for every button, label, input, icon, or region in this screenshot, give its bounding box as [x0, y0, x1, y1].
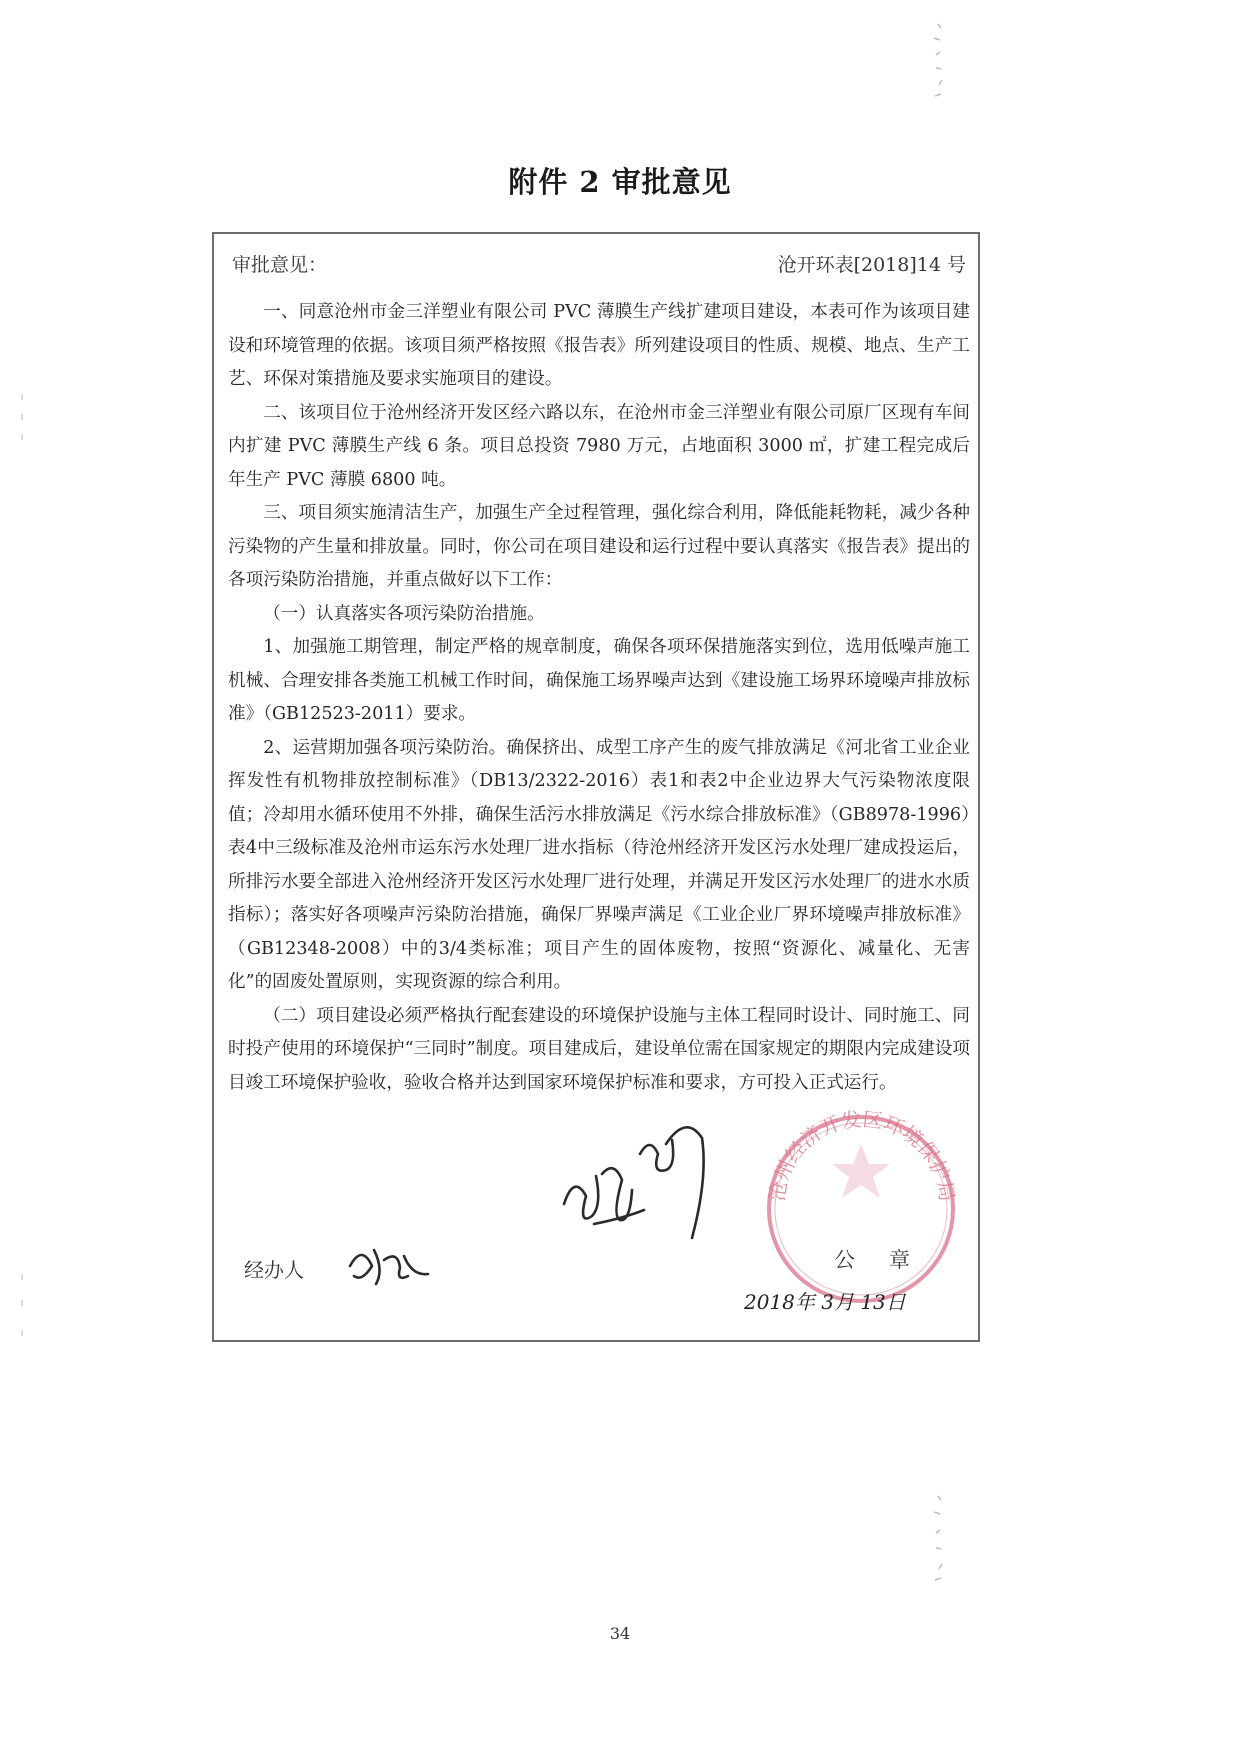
handler-label: 经办人: [244, 1258, 304, 1282]
document-number: 沧开环表[2018]14 号: [777, 254, 966, 276]
handler-signature: [344, 1236, 434, 1292]
paragraph-construction: 1、加强施工期管理，制定严格的规章制度，确保各项环保措施落实到位，选用低噪声施工机械、合理安排各类施工机械工作时间，确保施工场界噪声达到《建设施工场界环境噪声排放标准》（GB12523-2011）要求。: [228, 637, 970, 724]
official-stamp: [756, 1104, 966, 1314]
opinion-label: 审批意见：: [232, 254, 328, 276]
paragraph-approval: 一、同意沧州市金三洋塑业有限公司 PVC 薄膜生产线扩建项目建设，本表可作为该项目建设和环境管理的依据。该项目须严格按照《报告表》所列建设项目的性质、规模、地点、生产工艺、环保对策措施及要求实施项目的建设。: [228, 302, 970, 389]
stamp-label: 公章: [834, 1248, 944, 1272]
paragraph-requirements: 三、项目须实施清洁生产，加强生产全过程管理，强化综合利用，降低能耗物耗，减少各种污染物的产生量和排放量。同时，你公司在项目建设和运行过程中要认真落实《报告表》提出的各项污染防治措施，并重点做好以下工作：: [228, 503, 970, 590]
page-number: 34: [609, 1624, 631, 1643]
stamp-arc-text: 沧州经济开发区环境保护局: [764, 1106, 960, 1203]
opinion-body: [228, 296, 970, 1100]
scan-mark-top-right: [924, 18, 954, 108]
paragraph-subheading-1: （一）认真落实各项污染防治措施。: [263, 603, 545, 624]
scan-mark-left-lower: [16, 1270, 30, 1350]
page-title: 附件 2 审批意见: [508, 165, 732, 199]
approval-opinion-box: [212, 232, 980, 1342]
approval-date: 2018年 3月 13日: [744, 1290, 906, 1314]
paragraph-three-simultaneous: （二）项目建设必须严格执行配套建设的环境保护设施与主体工程同时设计、同时施工、同时投产使用的环境保护“三同时”制度。项目建成后，建设单位需在国家规定的期限内完成建设项目竣工环境保护验收，验收合格并达到国家环境保护标准和要求，方可投入正式运行。: [228, 1005, 970, 1093]
director-signature: [554, 1114, 724, 1264]
paragraph-location: 二、该项目位于沧州经济开发区经六路以东，在沧州市金三洋塑业有限公司原厂区现有车间内扩建 PVC 薄膜生产线 6 条。项目总投资 7980 万元，占地面积 3000 ㎡，扩建工程完成后年生产 PVC 薄膜 6800 吨。: [228, 402, 970, 490]
scan-mark-bottom-right: [924, 1490, 954, 1590]
paragraph-operation: 2、运营期加强各项污染防治。确保挤出、成型工序产生的废气排放满足《河北省工业企业挥发性有机物排放控制标准》（DB13/2322-2016）表1和表2中企业边界大气污染物浓度限值；冷却用水循环使用不外排，确保生活污水排放满足《污水综合排放标准》（GB8978-1996）表4中三级标准及沧州市运东污水处理厂进水指标（待沧州经济开发区污水处理厂建成投运后，所排污水要全部进入沧州经济开发区污水处理厂进行处理，并满足开发区污水处理厂的进水水质指标）；落实好各项噪声污染防治措施，确保厂界噪声满足《工业企业厂界环境噪声排放标准》（GB12348-2008）中的3/4类标准；项目产生的固体废物，按照“资源化、减量化、无害化”的固废处置原则，实现资源的综合利用。: [228, 737, 970, 992]
scan-mark-left: [16, 390, 30, 450]
